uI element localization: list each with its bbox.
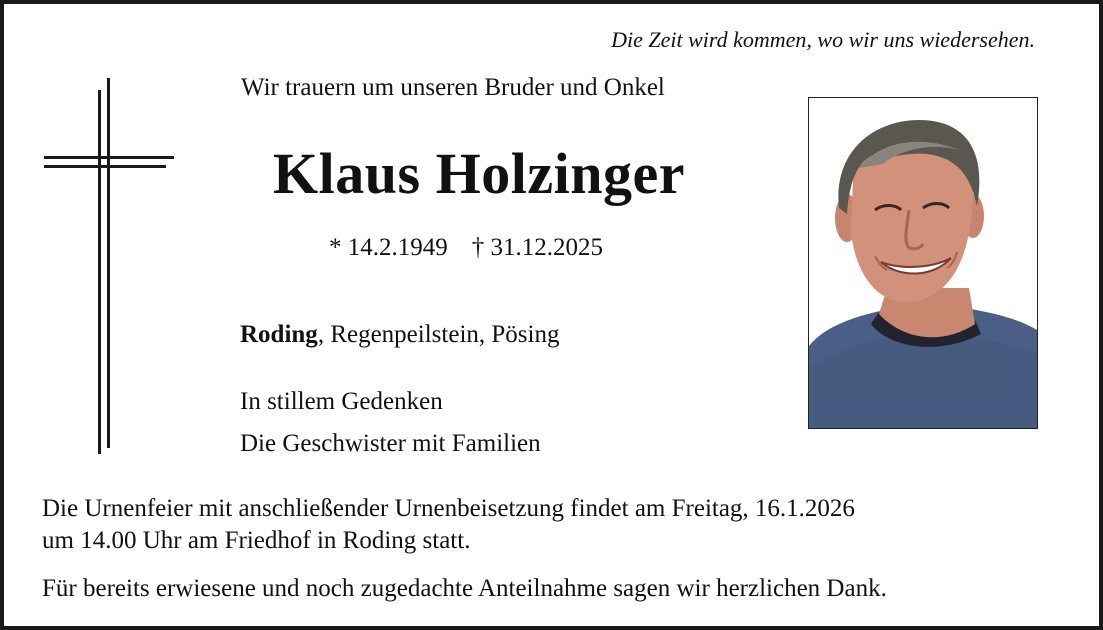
signature-line-1: In stillem Gedenken (240, 388, 443, 415)
ceremony-line-2: um 14.00 Uhr am Friedhof in Roding statt. (42, 527, 471, 554)
life-dates (329, 234, 603, 262)
motto-quote: Die Zeit wird kommen, wo wir uns wiedersehen. (611, 27, 1035, 52)
other-places: , Regenpeilstein, Pösing (317, 321, 560, 348)
ceremony-line-1: Die Urnenfeier mit anschließender Urnenbeisetzung findet am Freitag, 16.1.2026 (42, 495, 855, 522)
main-place: Roding (240, 321, 318, 348)
signature-line-2: Die Geschwister mit Familien (240, 430, 541, 457)
cross-icon (40, 78, 174, 454)
death-date: † 31.12.2025 (471, 234, 603, 261)
ceremony-info (42, 493, 855, 557)
thanks-text: Für bereits erwiesene und noch zugedachte Anteilnahme sagen wir herzlichen Dank. (42, 575, 887, 602)
portrait-image (809, 98, 1037, 428)
portrait-photo (808, 97, 1038, 429)
birth-date: * 14.2.1949 (329, 234, 448, 261)
deceased-name: Klaus Holzinger (273, 141, 685, 206)
intro-text: Wir trauern um unseren Bruder und Onkel (241, 74, 665, 101)
places-line (240, 321, 559, 349)
